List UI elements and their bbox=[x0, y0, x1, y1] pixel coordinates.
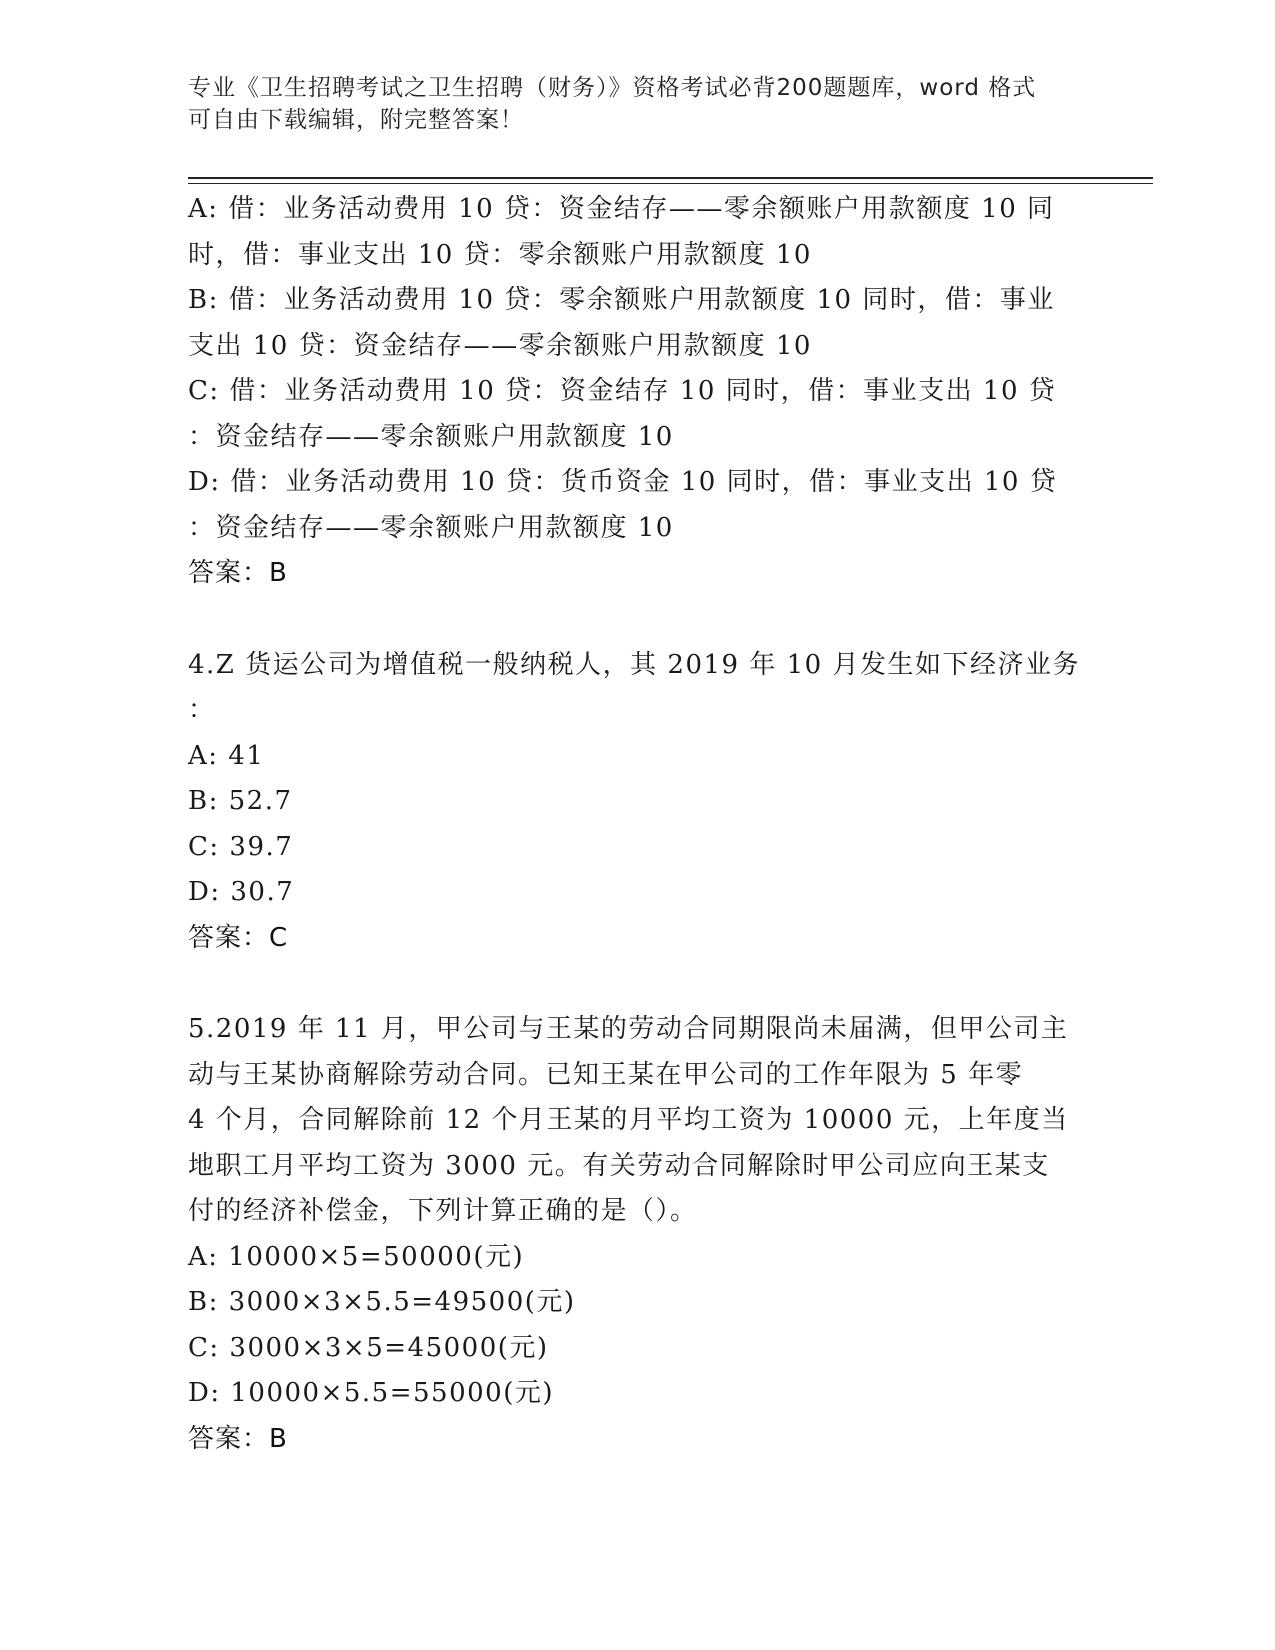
q3-option-c-line-1: C: 借：业务活动费用 10 贷：资金结存 10 同时，借：事业支出 10 贷 bbox=[188, 376, 1057, 406]
q3-option-d-line-1: D: 借：业务活动费用 10 贷：货币资金 10 同时，借：事业支出 10 贷 bbox=[188, 467, 1058, 497]
q4-option-d: D: 30.7 bbox=[188, 877, 295, 907]
spacer bbox=[188, 597, 1088, 643]
spacer bbox=[188, 961, 1088, 1007]
q3-option-a-line-1: A: 借：业务活动费用 10 贷：资金结存——零余额账户用款额度 10 同 bbox=[188, 194, 1055, 224]
document-title-line-2: 可自由下载编辑，附完整答案！ bbox=[188, 107, 524, 133]
q5-option-c: C: 3000×3×5=45000(元) bbox=[188, 1332, 549, 1363]
q3-option-a-line-2: 时，借：事业支出 10 贷：零余额账户用款额度 10 bbox=[188, 239, 812, 270]
q5-question-line-2: 动与王某协商解除劳动合同。已知王某在甲公司的工作年限为 5 年零 bbox=[188, 1059, 1024, 1090]
q3-option-b-line-2: 支出 10 贷：资金结存——零余额账户用款额度 10 bbox=[188, 330, 812, 361]
q3-option-b-line-1: B: 借：业务活动费用 10 贷：零余额账户用款额度 10 同时，借：事业 bbox=[188, 285, 1055, 315]
q5-answer: 答案：B bbox=[188, 1423, 288, 1454]
q4-option-b: B: 52.7 bbox=[188, 786, 293, 816]
q5-question-line-4: 地职工月平均工资为 3000 元。有关劳动合同解除时甲公司应向王某支 bbox=[188, 1150, 1050, 1181]
q5-question-line-3: 4 个月，合同解除前 12 个月王某的月平均工资为 10000 元，上年度当 bbox=[188, 1105, 1069, 1135]
question-4-block bbox=[188, 643, 1088, 962]
q3-option-c-line-2: ：资金结存——零余额账户用款额度 10 bbox=[188, 421, 674, 452]
q5-option-b: B: 3000×3×5.5=49500(元) bbox=[188, 1287, 576, 1317]
header-divider-thin bbox=[188, 183, 1153, 184]
q5-option-a: A: 10000×5=50000(元) bbox=[188, 1241, 525, 1272]
q4-option-c: C: 39.7 bbox=[188, 831, 294, 862]
document-title bbox=[188, 72, 1088, 136]
question-3-block bbox=[188, 187, 1088, 597]
q5-option-d: D: 10000×5.5=55000(元) bbox=[188, 1378, 554, 1408]
q4-question-line-1: 4.Z 货运公司为增值税一般纳税人，其 2019 年 10 月发生如下经济业务 bbox=[188, 649, 1080, 680]
q3-answer: 答案：B bbox=[188, 558, 288, 588]
q3-option-d-line-2: ：资金结存——零余额账户用款额度 10 bbox=[188, 512, 674, 543]
header-divider-thick bbox=[188, 177, 1153, 179]
question-5-block bbox=[188, 1007, 1088, 1462]
q5-question-line-1: 5.2019 年 11 月，甲公司与王某的劳动合同期限尚未届满，但甲公司主 bbox=[188, 1014, 1069, 1044]
q4-option-a: A: 41 bbox=[188, 740, 265, 771]
document-body bbox=[188, 187, 1088, 1462]
document-title-line-1: 专业《卫生招聘考试之卫生招聘（财务）》资格考试必背200题题库，word 格式 bbox=[188, 75, 1037, 101]
q5-question-line-5: 付的经济补偿金，下列计算正确的是（）。 bbox=[188, 1196, 698, 1226]
q4-question-line-2: ： bbox=[188, 695, 216, 725]
q4-answer: 答案：C bbox=[188, 922, 289, 953]
